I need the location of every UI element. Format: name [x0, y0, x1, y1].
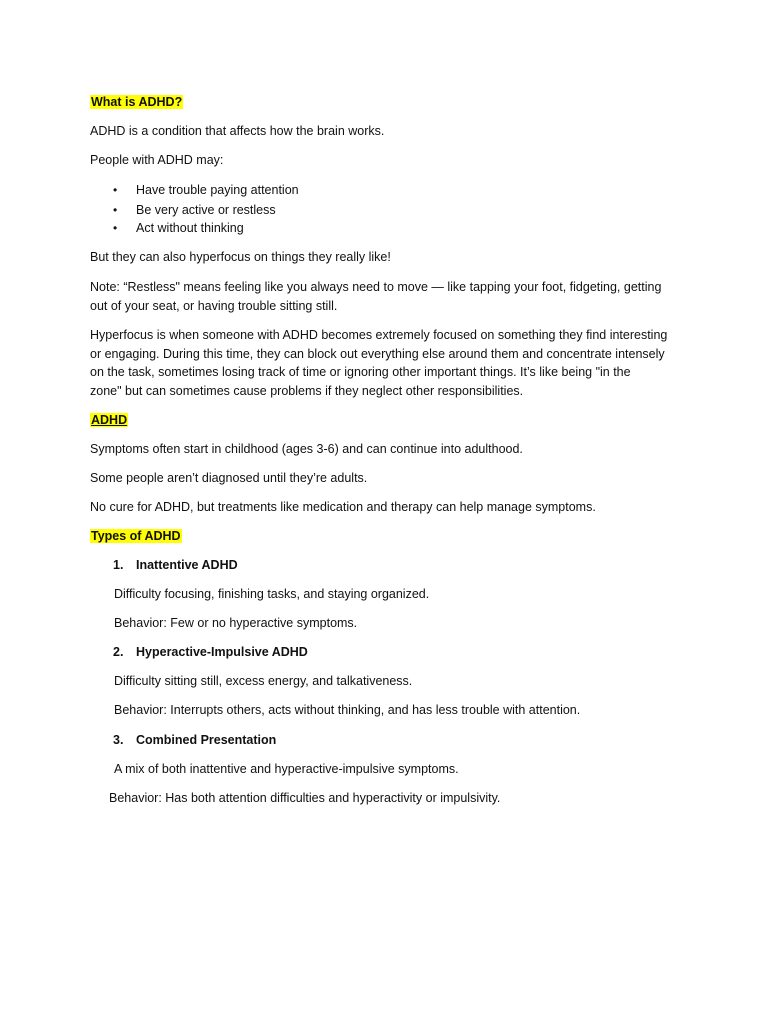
bullet-marker: •: [113, 203, 118, 217]
type-number: 3.: [113, 733, 124, 747]
bullet-marker: •: [113, 183, 118, 197]
type-title: Hyperactive-Impulsive ADHD: [136, 645, 308, 659]
type-title: Combined Presentation: [136, 733, 277, 747]
paragraph-symptoms: Symptoms often start in childhood (ages 3-6) and can continue into adulthood.: [90, 442, 523, 456]
heading-types: [90, 527, 182, 545]
list-item: Be very active or restless: [136, 203, 276, 217]
type-description: A mix of both inattentive and hyperactive-impulsive symptoms.: [114, 762, 459, 776]
heading-types-text: Types of ADHD: [91, 529, 181, 543]
list-item: Have trouble paying attention: [136, 183, 299, 197]
type-number: 1.: [113, 558, 124, 572]
note-line: Note: “Restless" means feeling like you always need to move — like tapping your foot, fidgeting, getting: [90, 280, 662, 294]
type-number: 2.: [113, 645, 124, 659]
heading-what-is-adhd: [90, 93, 183, 111]
bullet-marker: •: [113, 221, 118, 235]
hyperfocus-line: Hyperfocus is when someone with ADHD becomes extremely focused on something they find interesting: [90, 328, 668, 342]
type-behavior: Behavior: Has both attention difficulties and hyperactivity or impulsivity.: [109, 791, 501, 805]
paragraph-may: People with ADHD may:: [90, 153, 224, 167]
paragraph-cure: No cure for ADHD, but treatments like medication and therapy can help manage symptoms.: [90, 500, 596, 514]
paragraph-condition: ADHD is a condition that affects how the brain works.: [90, 124, 385, 138]
type-description: Difficulty sitting still, excess energy, and talkativeness.: [114, 674, 413, 688]
hyperfocus-line: on the task, sometimes losing track of time or ignoring other important things. It’s like being "in the: [90, 365, 631, 379]
hyperfocus-line: or engaging. During this time, they can block out everything else around them and concentrate intensely: [90, 347, 665, 361]
heading-adhd: [90, 411, 128, 429]
type-behavior: Behavior: Few or no hyperactive symptoms.: [114, 616, 358, 630]
list-item: Act without thinking: [136, 221, 244, 235]
type-description: Difficulty focusing, finishing tasks, and staying organized.: [114, 587, 430, 601]
heading-adhd-text: ADHD: [91, 413, 128, 427]
type-behavior: Behavior: Interrupts others, acts without thinking, and has less trouble with attention.: [114, 703, 581, 717]
note-line: out of your seat, or having trouble sitting still.: [90, 299, 338, 313]
paragraph-hyperfocus-intro: But they can also hyperfocus on things they really like!: [90, 250, 391, 264]
heading-what-is-adhd-text: What is ADHD?: [91, 95, 183, 109]
hyperfocus-line: zone" but can sometimes cause problems if they neglect other responsibilities.: [90, 384, 524, 398]
type-title: Inattentive ADHD: [136, 558, 238, 572]
paragraph-diagnosed: Some people aren’t diagnosed until they’re adults.: [90, 471, 368, 485]
